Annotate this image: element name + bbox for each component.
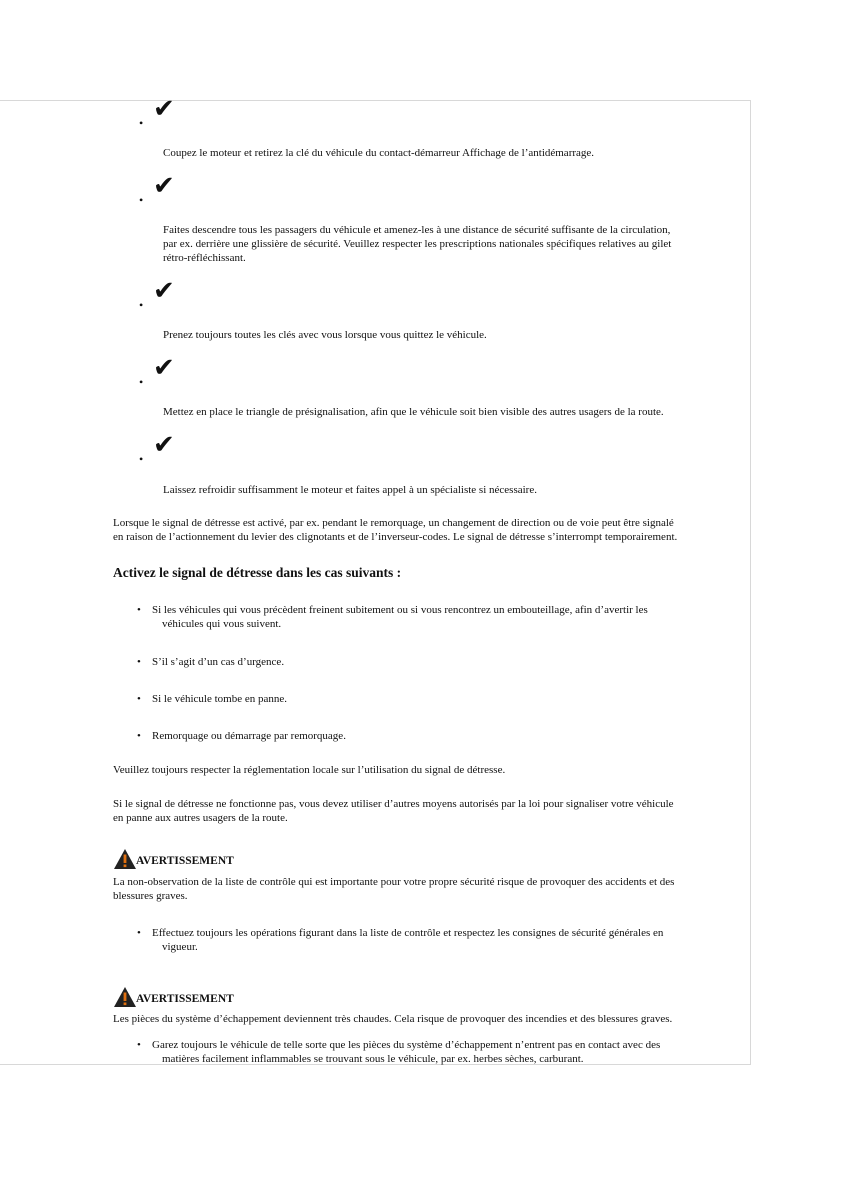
warning-1-bullet-line-1: Effectuez toujours les opérations figurant dans la liste de contrôle et respectez les consignes de sécurité générales en: [152, 927, 664, 939]
bullet-dot: •: [139, 375, 144, 389]
bullet-dot: •: [137, 604, 141, 616]
checkmark-icon: ✔: [153, 171, 175, 201]
bullet-dot: •: [139, 452, 144, 466]
failure-line-2: en panne aux autres usagers de la route.: [113, 812, 288, 824]
bullet-dot: •: [137, 1039, 141, 1051]
case-item-3-text: Si le véhicule tombe en panne.: [152, 693, 288, 705]
case-item-2-text: S’il s’agit d’un cas d’urgence.: [152, 656, 285, 668]
bullet-dot: •: [137, 927, 141, 939]
checkmark-icon: ✔: [153, 353, 175, 383]
case-item-1-line-1: Si les véhicules qui vous précèdent freinent subitement ou si vous rencontrez un embouteillage, afin d’avertir les: [152, 604, 648, 616]
case-item-1: [137, 603, 727, 631]
checkmark-icon: ✔: [153, 94, 175, 124]
warning-1-line-2: blessures graves.: [113, 890, 188, 902]
warning-triangle-icon: [113, 848, 137, 870]
bullet-dot: •: [137, 730, 141, 742]
warning-2-bullet-line-1: Garez toujours le véhicule de telle sorte que les pièces du système d’échappement n’entrent pas en contact avec des: [152, 1039, 661, 1051]
warning-1-bullet-line-2: vigueur.: [162, 941, 198, 953]
regulation-paragraph: Veuillez toujours respecter la réglementation locale sur l’utilisation du signal de détresse.: [113, 764, 506, 776]
case-item-4: [137, 729, 727, 743]
intro-line-1: Lorsque le signal de détresse est activé, par ex. pendant le remorquage, un changement de direction ou de voie peut être signalé: [113, 517, 674, 529]
warning-1-text: [113, 875, 738, 903]
intro-line-2: en raison de l’actionnement du levier des clignotants et de l’inverseur-codes. Le signal de détresse s’interrompt temporairement.: [113, 531, 678, 543]
checklist-text-1: Coupez le moteur et retirez la clé du véhicule du contact-démarreur Affichage de l’antidémarrage.: [163, 147, 595, 159]
failure-line-1: Si le signal de détresse ne fonctionne pas, vous devez utiliser d’autres moyens autorisés par la loi pour signaliser votre véhicule: [113, 798, 674, 810]
warning-2-bullet-line-2: matières facilement inflammables se trouvant sous le véhicule, par ex. herbes sèches, carburant.: [162, 1053, 584, 1065]
checklist-text-2-line-1: Faites descendre tous les passagers du véhicule et amenez-les à une distance de sécurité suffisante de la circulation,: [163, 224, 671, 236]
bullet-dot: •: [139, 298, 144, 312]
checkmark-icon: ✔: [153, 430, 175, 460]
checklist-text-3: Prenez toujours toutes les clés avec vous lorsque vous quittez le véhicule.: [163, 329, 487, 341]
failure-paragraph: [113, 797, 738, 825]
case-item-4-text: Remorquage ou démarrage par remorquage.: [152, 730, 346, 742]
checklist-text-2: [163, 223, 733, 265]
warning-2-title: AVERTISSEMENT: [136, 993, 234, 1005]
checklist-text-5: Laissez refroidir suffisamment le moteur et faites appel à un spécialiste si nécessaire.: [163, 484, 537, 496]
case-item-2: [137, 655, 727, 669]
checkmark-icon: ✔: [153, 276, 175, 306]
warning-1-line-1: La non-observation de la liste de contrôle qui est importante pour votre propre sécurité risque de provoquer des accidents et des: [113, 876, 675, 888]
bullet-dot: •: [139, 116, 144, 130]
warning-1-bullet: [137, 926, 727, 954]
bullet-dot: •: [137, 656, 141, 668]
checklist-text-2-line-3: rétro-réfléchissant.: [163, 252, 246, 264]
checklist-text-2-line-2: par ex. derrière une glissière de sécurité. Veuillez respecter les prescriptions nationales spécifiques relatives au gilet: [163, 238, 672, 250]
case-item-3: [137, 692, 727, 706]
warning-2-bullet: [137, 1038, 727, 1066]
intro-paragraph: [113, 516, 738, 544]
section-heading: Activez le signal de détresse dans les cas suivants :: [113, 565, 402, 580]
warning-triangle-icon: [113, 986, 137, 1008]
case-item-1-line-2: véhicules qui vous suivent.: [162, 618, 282, 630]
warning-2-text: Les pièces du système d’échappement deviennent très chaudes. Cela risque de provoquer des incendies et des blessures graves.: [113, 1013, 673, 1025]
bullet-dot: •: [139, 193, 144, 207]
warning-1-title: AVERTISSEMENT: [136, 855, 234, 867]
checklist-text-4: Mettez en place le triangle de présignalisation, afin que le véhicule soit bien visible des autres usagers de la route.: [163, 406, 664, 418]
bullet-dot: •: [137, 693, 141, 705]
